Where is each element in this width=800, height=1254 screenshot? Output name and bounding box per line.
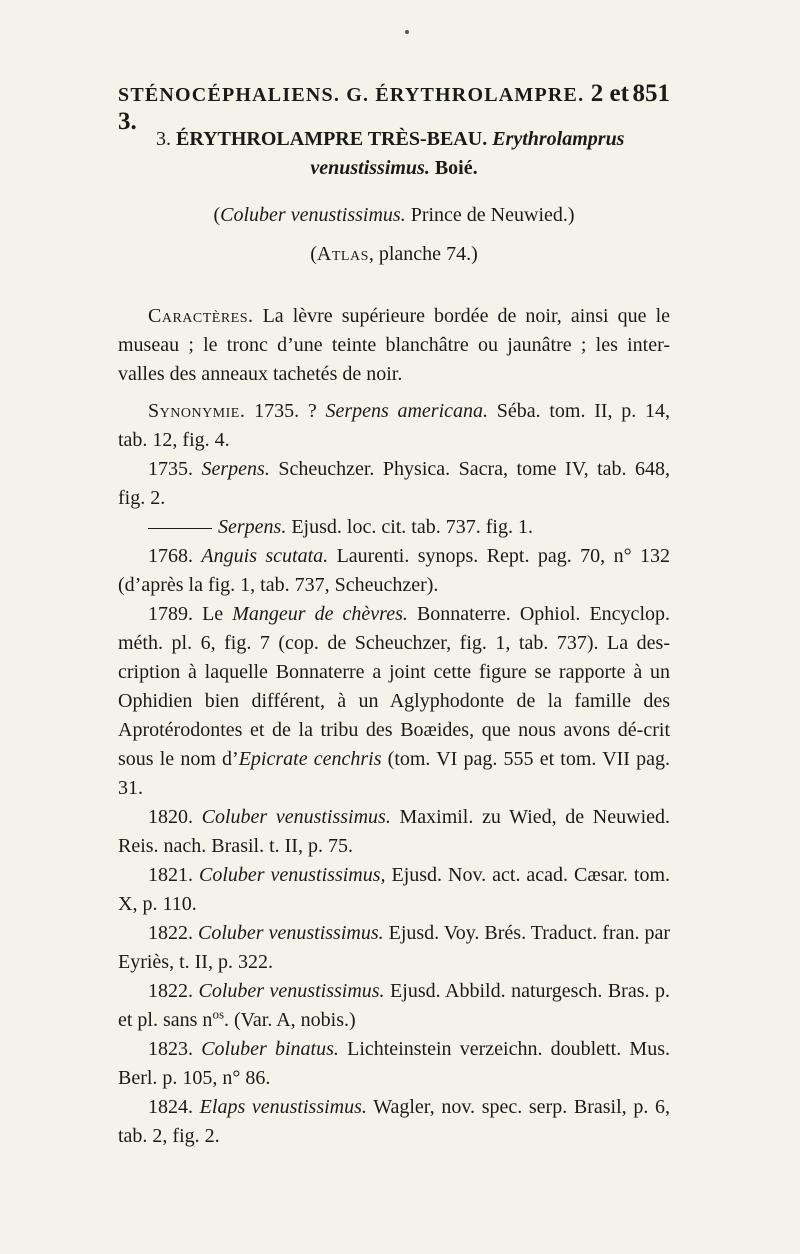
running-head-title: STÉNOCÉPHALIENS. G. ÉRYTHROLAMPRE. 2 et 3.: [118, 80, 629, 135]
species-author: Boié.: [434, 157, 478, 179]
body-text: [118, 125, 670, 1151]
synonym-author: Prince de Neuwied.): [410, 204, 575, 226]
synonymie-entry: 1768. Anguis scutata. Laurenti. synops. Rept. pag. 70, n° 132 (d’après la fig. 1, tab. 737, Scheuchzer).: [118, 545, 670, 596]
page-speck: [405, 30, 409, 34]
caracteres-paragraph: [118, 302, 670, 389]
synonymie-entry: 1822. Coluber venustissimus. Ejusd. Abbild. naturgesch. Bras. p. et pl. sans $n^{os}$. (Var. A, nobis.): [118, 980, 670, 1031]
synonymie-entry: 1822. Coluber venustissimus. Ejusd. Voy. Brés. Traduct. fran. par Eyriès, t. II, p. 322.: [118, 922, 671, 973]
synonymie-entry: 1735. Serpens. Scheuchzer. Physica. Sacra, tome IV, tab. 648, fig. 2.: [118, 458, 671, 509]
species-heading: [118, 125, 670, 183]
synonymie-entry: 1823. Coluber binatus. Lichteinstein verzeichn. doublett. Mus. Berl. p. 105, n° 86.: [118, 1038, 670, 1089]
atlas-label: Atlas: [316, 243, 369, 265]
synonymie-entry: Serpens. Ejusd. loc. cit. tab. 737. fig. 1.: [118, 513, 670, 542]
species-latin-genus: Erythrolamprus: [492, 128, 625, 150]
ditto-dash: [148, 528, 212, 529]
synonymie-entry: 1824. Elaps venustissimus. Wagler, nov. spec. serp. Brasil, p. 6, tab. 2, fig. 2.: [118, 1096, 671, 1147]
synonymie-entry: 1820. Coluber venustissimus. Maximil. zu Wied, de Neuwied. Reis. nach. Brasil. t. II, p. 75.: [118, 806, 670, 857]
atlas-reference: (Atlas, planche 74.): [310, 243, 478, 265]
caracteres-label: Caractères.: [148, 305, 254, 327]
synonym-line: (Coluber venustissimus. Prince de Neuwied.): [213, 204, 575, 226]
caracteres-text: La lèvre supérieure bordée de noir, ainsi que le museau ; le tronc d’une teinte blanchâtre ou jaunâtre ; les inter-valles des anneaux tachetés de noir.: [118, 305, 671, 385]
synonymie-entry: 1821. Coluber venustissimus, Ejusd. Nov. act. acad. Cæsar. tom. X, p. 110.: [118, 864, 671, 915]
synonymie-entry: Synonymie. 1735. ? Serpens americana. Séba. tom. II, p. 14, tab. 12, fig. 4.: [118, 400, 671, 451]
species-name: ÉRYTHROLAMPRE TRÈS-BEAU.: [176, 128, 488, 150]
running-head-species-num: 2 et 3.: [118, 80, 629, 135]
synonymie-entry: 1789. Le Mangeur de chèvres. Bonnaterre. Ophiol. Encyclop. méth. pl. 6, fig. 7 (cop. de Scheuchzer, fig. 1, tab. 737). La des-cription à laquelle Bonnaterre a joint cette figure se rapporte à un Ophidien bien différent, à un Aglyphodonte de la famille des Aprotérodontes et de la tribu des Boæides, que nous avons dé-crit sous le nom d’Epicrate cenchris (tom. VI pag. 555 et tom. VII pag. 31.: [118, 603, 671, 799]
synonymie-label: Synonymie.: [148, 400, 246, 422]
species-number: 3.: [156, 128, 171, 150]
page-number: 851: [632, 80, 670, 107]
species-latin-epithet: venustissimus.: [310, 157, 430, 179]
synonym-latin: Coluber venustissimus.: [220, 204, 406, 226]
